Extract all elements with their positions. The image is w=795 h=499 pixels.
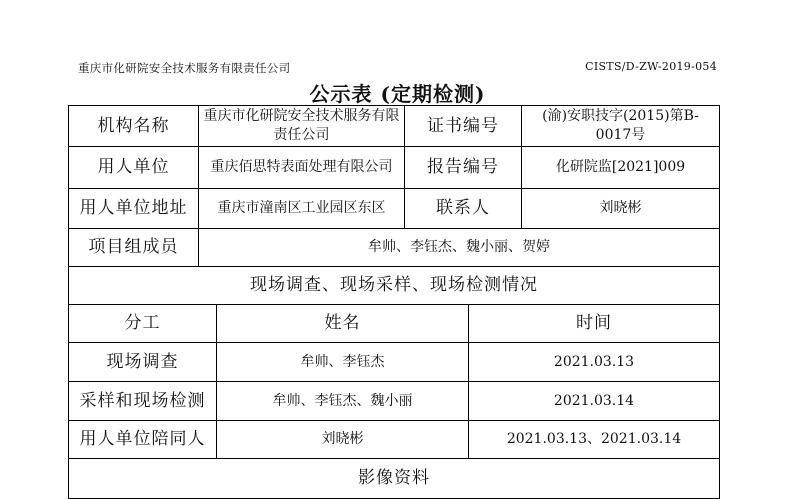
column-header-row — [69, 305, 720, 343]
role-cell: 现场调查 — [69, 343, 217, 382]
employer-label: 用人单位 — [69, 147, 199, 189]
org-name-value: 重庆市化研院安全技术服务有限责任公司 — [199, 106, 405, 147]
org-name-label: 机构名称 — [69, 106, 199, 147]
report-no-value: 化研院监[2021]009 — [522, 147, 720, 189]
table-row — [69, 106, 720, 147]
cert-no-label: 证书编号 — [405, 106, 522, 147]
report-no-label: 报告编号 — [405, 147, 522, 189]
employer-value: 重庆佰思特表面处理有限公司 — [199, 147, 405, 189]
cert-no-value: (渝)安职技字(2015)第B-0017号 — [522, 106, 720, 147]
names-cell: 牟帅、李钰杰、魏小丽 — [217, 382, 469, 421]
section-title: 现场调查、现场采样、现场检测情况 — [69, 267, 720, 305]
table-row — [69, 343, 720, 382]
names-cell: 牟帅、李钰杰 — [217, 343, 469, 382]
table-row — [69, 421, 720, 459]
employer-address-value: 重庆市潼南区工业园区东区 — [199, 189, 405, 229]
column-header-date: 时间 — [469, 305, 720, 343]
column-header-role: 分工 — [69, 305, 217, 343]
table-row — [69, 267, 720, 305]
table-row — [69, 147, 720, 189]
table-row — [69, 229, 720, 267]
contact-value: 刘晓彬 — [522, 189, 720, 229]
disclosure-table — [68, 105, 720, 499]
table-row — [69, 382, 720, 421]
role-cell: 用人单位陪同人 — [69, 421, 217, 459]
header-org-name: 重庆市化研院安全技术服务有限责任公司 — [78, 61, 291, 75]
date-cell: 2021.03.13、2021.03.14 — [469, 421, 720, 459]
page-title: 公示表 (定期检测) — [309, 82, 486, 106]
members-label: 项目组成员 — [69, 229, 199, 267]
images-section-title: 影像资料 — [69, 459, 720, 499]
names-cell: 刘晓彬 — [217, 421, 469, 459]
table-row — [69, 189, 720, 229]
members-value: 牟帅、李钰杰、魏小丽、贺婷 — [199, 229, 720, 267]
table-row — [69, 459, 720, 499]
employer-address-label: 用人单位地址 — [69, 189, 199, 229]
column-header-name: 姓名 — [217, 305, 469, 343]
role-cell: 采样和现场检测 — [69, 382, 217, 421]
date-cell: 2021.03.13 — [469, 343, 720, 382]
document-code: CISTS/D-ZW-2019-054 — [585, 60, 717, 73]
date-cell: 2021.03.14 — [469, 382, 720, 421]
contact-label: 联系人 — [405, 189, 522, 229]
